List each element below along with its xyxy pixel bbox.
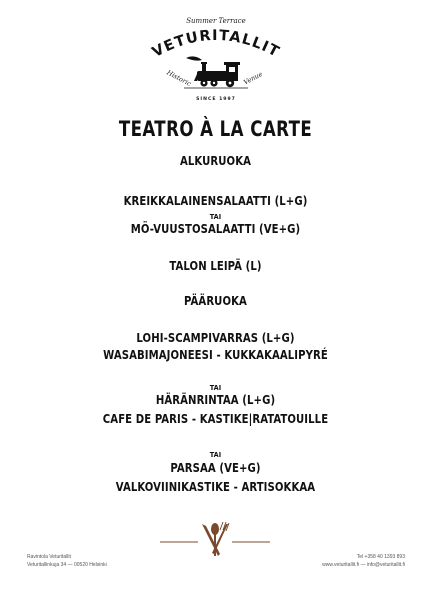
footer-web-email: www.veturitallit.fi — info@veturitallit.fi <box>322 562 405 568</box>
menu-item-main-2-name: HÄRÄNRINTAA (L+G) <box>155 393 276 407</box>
menu-item-main-3-desc: VALKOVIINIKASTIKE - ARTISOKKAA <box>115 480 316 494</box>
footer-address <box>27 553 107 569</box>
footer-restaurant-name: Ravintola Veturitallit <box>27 554 71 560</box>
page-title: TEATRO À LA CARTE <box>118 117 313 141</box>
or-separator-3: TAI <box>209 450 222 459</box>
or-separator-2: TAI <box>209 383 222 392</box>
menu-item-starter-2: MÖ-VUUSTOSALAATTI (VE+G) <box>130 222 301 236</box>
logo-since: SINCE 1997 <box>196 97 236 102</box>
footer-contact <box>322 553 405 569</box>
logo-script-right: Venue <box>242 69 264 87</box>
footer-phone: Tel +358 40 1393 893 <box>356 554 405 560</box>
menu-item-main-2-desc: CAFE DE PARIS - KASTIKE|RATATOUILLE <box>102 412 329 426</box>
menu-item-bread: TALON LEIPÄ (L) <box>169 259 262 273</box>
mains-heading: PÄÄRUOKA <box>184 294 247 308</box>
logo-graphic <box>150 14 282 106</box>
menu-item-starter-1: KREIKKALAINENSALAATTI (L+G) <box>123 194 308 208</box>
veturitallit-logo <box>150 14 282 106</box>
menu-item-main-3-name: PARSAA (VE+G) <box>170 461 261 475</box>
or-separator-1: TAI <box>209 212 222 221</box>
logo-script-top: Summer Terrace <box>186 17 246 25</box>
menu-item-main-1-name: LOHI-SCAMPIVARRAS (L+G) <box>136 331 295 345</box>
starters-heading: ALKURUOKA <box>179 154 252 168</box>
logo-brand <box>150 28 282 61</box>
cutlery-graphic <box>160 520 270 560</box>
footer-street-address: Veturitallinkuja 34 — 00520 Helsinki <box>27 562 107 568</box>
cutlery-group <box>160 522 270 556</box>
knife-fork-spoon-icon <box>160 520 270 560</box>
menu-item-main-1-desc: WASABIMAJONEESI - KUKKAKAALIPYRÉ <box>103 348 328 362</box>
locomotive-icon <box>186 56 240 87</box>
logo-brand-text: VETURITALLIT <box>150 27 282 61</box>
logo-script-left: Historic <box>165 68 193 88</box>
